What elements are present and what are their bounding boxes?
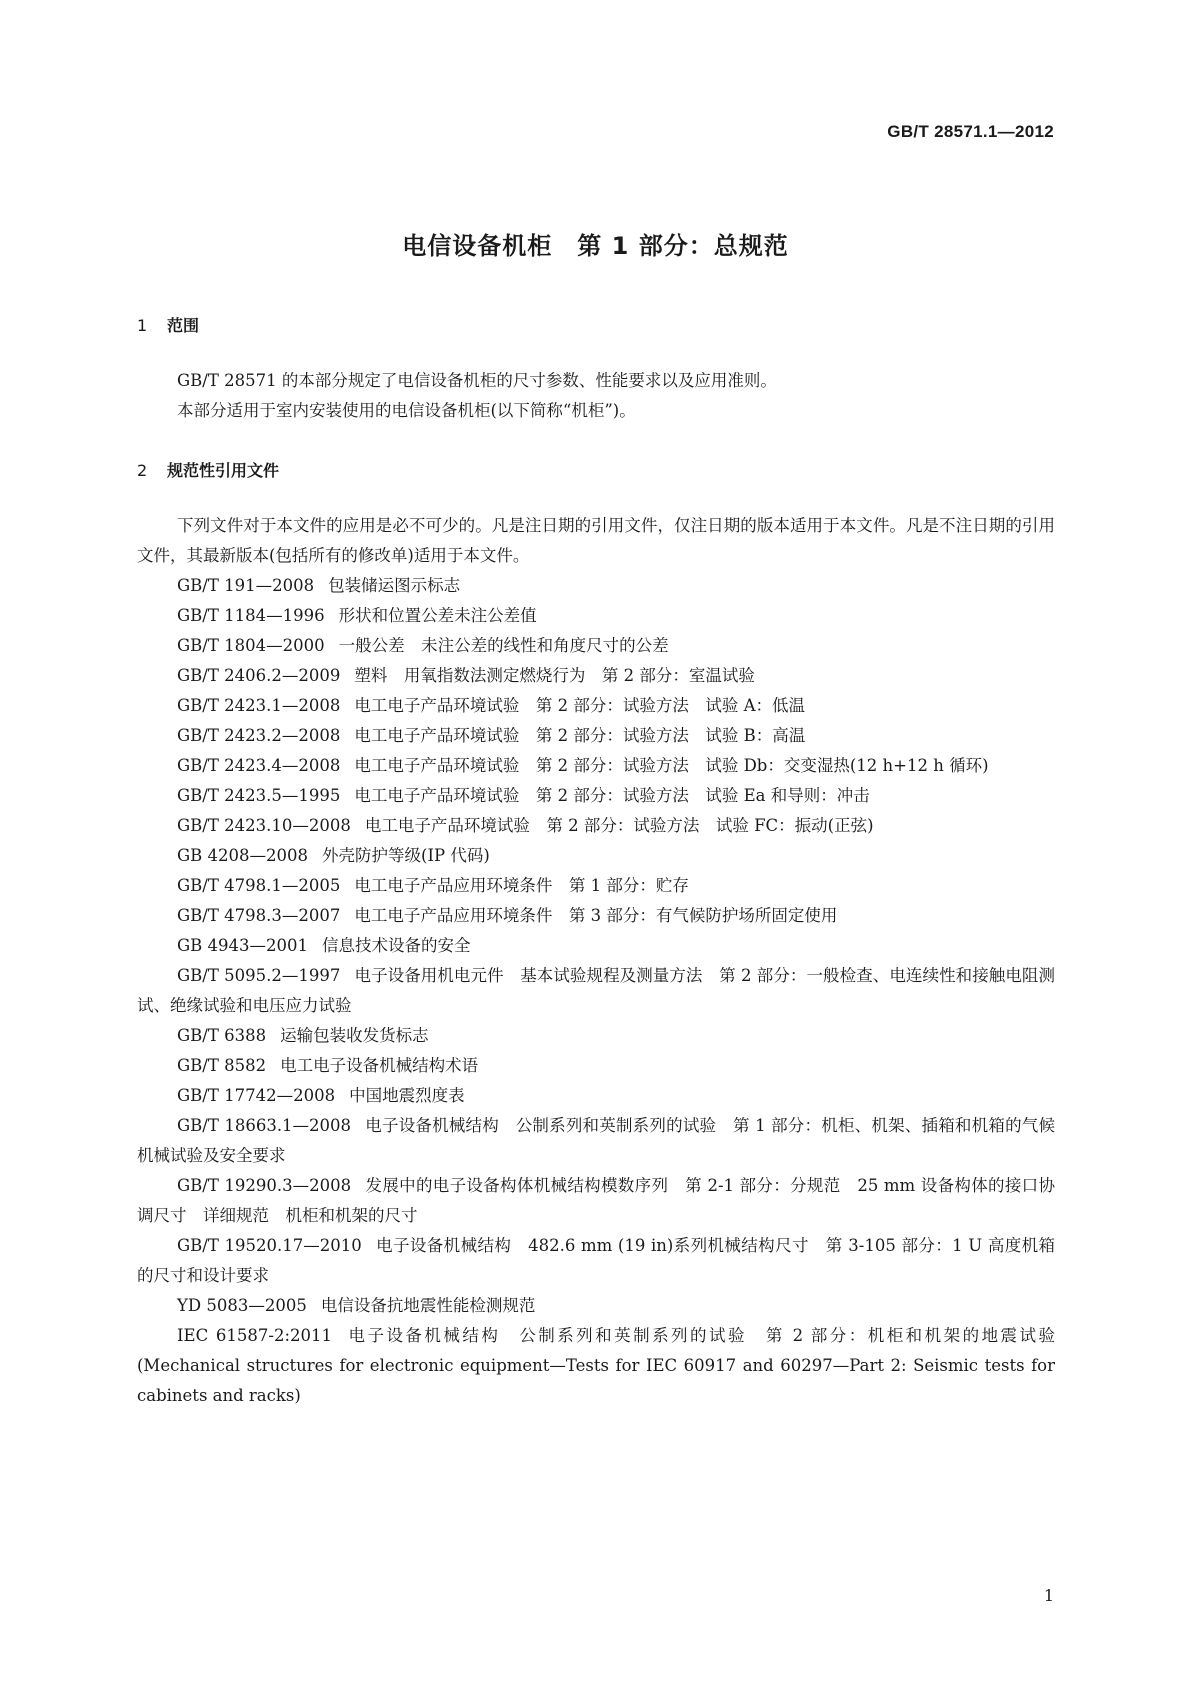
reference-item	[137, 631, 1055, 661]
paragraph-intro: 下列文件对于本文件的应用是必不可少的。凡是注日期的引用文件，仅注日期的版本适用于本文件。凡是不注日期的引用文件，其最新版本(包括所有的修改单)适用于本文件。	[137, 516, 1055, 565]
reference-title: 外壳防护等级(IP 代码)	[322, 846, 490, 865]
reference-item	[137, 691, 1055, 721]
reference-title: 电工电子产品应用环境条件 第 3 部分：有气候防护场所固定使用	[354, 906, 838, 925]
reference-item	[137, 931, 1055, 961]
reference-code: GB/T 5095.2—1997	[177, 966, 341, 985]
section-body-references	[137, 511, 1055, 1411]
section-heading-scope	[137, 313, 199, 336]
section-number: 2	[137, 461, 148, 480]
reference-item	[137, 781, 1055, 811]
reference-code: YD 5083—2005	[177, 1296, 307, 1315]
reference-item	[137, 571, 1055, 601]
reference-item	[137, 901, 1055, 931]
page-title: 电信设备机柜 第 1 部分：总规范	[402, 232, 789, 260]
section-heading-normative-references	[137, 458, 279, 481]
reference-item	[137, 1081, 1055, 1111]
reference-title: 形状和位置公差未注公差值	[338, 606, 537, 625]
document-code: GB/T 28571.1—2012	[887, 122, 1054, 141]
reference-title: 电信设备抗地震性能检测规范	[320, 1296, 536, 1315]
reference-code: GB/T 19520.17—2010	[177, 1236, 362, 1255]
reference-title: 电工电子产品环境试验 第 2 部分：试验方法 试验 B：高温	[354, 726, 806, 745]
reference-title: 电子设备用机电元件 基本试验规程及测量方法 第 2 部分：一般检查、电连续性和接触电阻测试、绝缘试验和电压应力试验	[137, 966, 1055, 1015]
reference-item	[137, 751, 1055, 781]
reference-code: GB/T 4798.3—2007	[177, 906, 341, 925]
reference-code: GB 4208—2008	[177, 846, 309, 865]
reference-title: 信息技术设备的安全	[322, 936, 471, 955]
reference-title: 一般公差 未注公差的线性和角度尺寸的公差	[338, 636, 669, 655]
reference-title: 电工电子产品环境试验 第 2 部分：试验方法 试验 Db：交变湿热(12 h+12 h 循环)	[354, 756, 989, 775]
reference-code: GB 4943—2001	[177, 936, 309, 955]
reference-item	[137, 1231, 1055, 1291]
reference-code: GB/T 6388	[177, 1026, 267, 1045]
reference-title: 发展中的电子设备构体机械结构模数序列 第 2-1 部分：分规范 25 mm 设备构体的接口协调尺寸 详细规范 机柜和机架的尺寸	[137, 1176, 1056, 1225]
reference-title: 电工电子产品环境试验 第 2 部分：试验方法 试验 A：低温	[354, 696, 805, 715]
reference-item	[137, 811, 1055, 841]
reference-list	[137, 571, 1055, 1411]
reference-code: GB/T 2423.10—2008	[177, 816, 351, 835]
reference-title: 电子设备机械结构 482.6 mm (19 in)系列机械结构尺寸 第 3-105 部分：1 U 高度机箱的尺寸和设计要求	[137, 1236, 1055, 1285]
reference-title: 电工电子产品环境试验 第 2 部分：试验方法 试验 FC：振动(正弦)	[364, 816, 874, 835]
reference-code: GB/T 2423.1—2008	[177, 696, 341, 715]
reference-item	[137, 1111, 1055, 1171]
reference-title: 中国地震烈度表	[349, 1086, 465, 1105]
reference-code: GB/T 2406.2—2009	[177, 666, 341, 685]
reference-item	[137, 1321, 1055, 1411]
reference-item	[137, 661, 1055, 691]
reference-code: GB/T 2423.2—2008	[177, 726, 341, 745]
section-title: 规范性引用文件	[167, 461, 280, 480]
reference-title: 塑料 用氧指数法测定燃烧行为 第 2 部分：室温试验	[354, 666, 755, 685]
section-title: 范围	[167, 316, 200, 335]
reference-code: GB/T 1184—1996	[177, 606, 325, 625]
reference-item	[137, 871, 1055, 901]
reference-code: GB/T 19290.3—2008	[177, 1176, 352, 1195]
reference-title: 包装储运图示标志	[328, 576, 461, 595]
reference-item	[137, 1291, 1055, 1321]
reference-title: 电子设备机械结构 公制系列和英制系列的试验 第 1 部分：机柜、机架、插箱和机箱的气候机械试验及安全要求	[137, 1116, 1055, 1165]
reference-code: GB/T 18663.1—2008	[177, 1116, 352, 1135]
reference-code: GB/T 8582	[177, 1056, 267, 1075]
section-body-scope	[137, 366, 1055, 426]
reference-title: 电工电子产品应用环境条件 第 1 部分：贮存	[354, 876, 689, 895]
reference-item	[137, 601, 1055, 631]
paragraph: 本部分适用于室内安装使用的电信设备机柜(以下简称“机柜”)。	[177, 401, 636, 420]
reference-code: GB/T 191—2008	[177, 576, 315, 595]
reference-code: GB/T 4798.1—2005	[177, 876, 341, 895]
reference-code: GB/T 17742—2008	[177, 1086, 336, 1105]
reference-item	[137, 1051, 1055, 1081]
page-number: 1	[1043, 1586, 1054, 1605]
reference-code: IEC 61587-2:2011	[177, 1326, 333, 1345]
reference-item	[137, 1021, 1055, 1051]
reference-code: GB/T 2423.4—2008	[177, 756, 341, 775]
reference-code: GB/T 1804—2000	[177, 636, 325, 655]
reference-title: 运输包装收发货标志	[280, 1026, 429, 1045]
paragraph: GB/T 28571 的本部分规定了电信设备机柜的尺寸参数、性能要求以及应用准则。	[177, 371, 777, 390]
reference-item	[137, 841, 1055, 871]
reference-title: 电子设备机械结构 公制系列和英制系列的试验 第 2 部分：机柜和机架的地震试验(Mechanical structures for electronic equipment—Tests for IEC 60917 and 60297—Part 2: Seismic tests for cabinets and racks)	[137, 1326, 1055, 1405]
reference-title: 电工电子设备机械结构术语	[280, 1056, 479, 1075]
section-number: 1	[137, 316, 148, 335]
reference-code: GB/T 2423.5—1995	[177, 786, 341, 805]
reference-title: 电工电子产品环境试验 第 2 部分：试验方法 试验 Ea 和导则：冲击	[354, 786, 870, 805]
reference-item	[137, 961, 1055, 1021]
reference-item	[137, 721, 1055, 751]
reference-item	[137, 1171, 1055, 1231]
